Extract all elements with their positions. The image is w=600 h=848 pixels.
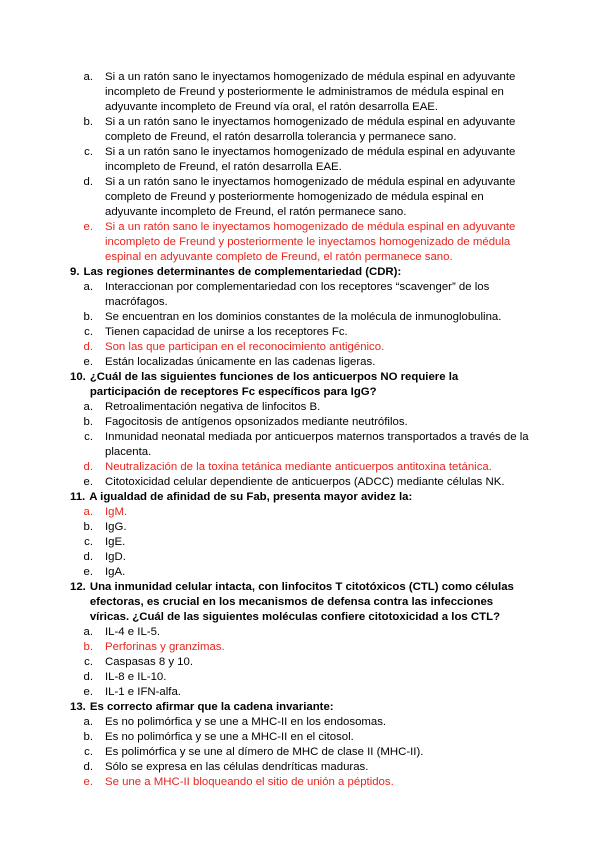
option-letter: a. (83, 401, 93, 413)
answer-option-d-correct (70, 460, 532, 475)
option-text: Están localizadas únicamente en las cadenas ligeras. (105, 356, 376, 368)
question-text: A igualdad de afinidad de su Fab, presenta mayor avidez la: (89, 491, 413, 503)
option-letter: d. (83, 761, 93, 773)
answer-option-b (70, 310, 532, 325)
answer-option-e (70, 565, 532, 580)
question-number: 11. (70, 491, 86, 503)
question-number: 10. (70, 371, 86, 383)
option-text: Neutralización de la toxina tetánica mediante anticuerpos antitoxina tetánica. (105, 461, 492, 473)
option-letter: d. (83, 461, 93, 473)
answer-option-e-correct (70, 220, 532, 265)
option-letter: e. (83, 686, 93, 698)
option-letter: d. (83, 176, 93, 188)
option-text: Se encuentran en los dominios constantes de la molécula de inmunoglobulina. (105, 311, 502, 323)
option-letter: a. (83, 716, 93, 728)
answer-option-a (70, 715, 532, 730)
question-text: Una inmunidad celular intacta, con linfocitos T citotóxicos (CTL) como células efectoras, es crucial en los mecanismos de defensa contra las infecciones víricas. ¿Cuál de las siguientes moléculas confiere citotoxicidad a los CTL? (89, 581, 514, 623)
answer-option-c (70, 145, 532, 175)
question-number: 13. (70, 701, 86, 713)
option-letter: e. (83, 776, 93, 788)
answer-option-c (70, 535, 532, 550)
option-text: Inmunidad neonatal mediada por anticuerpos maternos transportados a través de la placenta. (105, 431, 529, 458)
question-number: 9. (70, 266, 80, 278)
question-text: Es correcto afirmar que la cadena invariante: (89, 701, 334, 713)
question-number: 12. (70, 581, 86, 593)
question-list (70, 70, 532, 790)
question-header (70, 580, 532, 625)
option-letter: c. (84, 431, 93, 443)
answer-option-b (70, 520, 532, 535)
option-letter: e. (83, 566, 93, 578)
option-letter: d. (83, 551, 93, 563)
option-letter: a. (83, 506, 93, 518)
question-continuation (70, 70, 532, 265)
question-11 (70, 490, 532, 580)
option-text: Si a un ratón sano le inyectamos homogenizado de médula espinal en adyuvante incompleto de Freund y posteriormente le inyectamos homogenizado de médula espinal en adyuvante completo de Freund, el ratón permanece sano. (105, 221, 516, 263)
option-letter: d. (83, 671, 93, 683)
option-text: Interaccionan por complementariedad con los receptores “scavenger” de los macrófagos. (105, 281, 490, 308)
option-text: Si a un ratón sano le inyectamos homogenizado de médula espinal en adyuvante incompleto de Freund, el ratón desarrolla EAE. (105, 146, 516, 173)
option-letter: c. (84, 146, 93, 158)
option-text: Son las que participan en el reconocimiento antigénico. (105, 341, 385, 353)
option-text: IgM. (105, 506, 128, 518)
option-letter: b. (83, 311, 93, 323)
answer-option-d (70, 550, 532, 565)
answer-option-a (70, 625, 532, 640)
option-text: Retroalimentación negativa de linfocitos B. (105, 401, 321, 413)
option-letter: c. (84, 746, 93, 758)
option-text: Citotoxicidad celular dependiente de anticuerpos (ADCC) mediante células NK. (105, 476, 505, 488)
question-header (70, 700, 532, 715)
option-letter: a. (83, 626, 93, 638)
option-letter: a. (83, 281, 93, 293)
answer-option-c (70, 655, 532, 670)
option-letter: e. (83, 356, 93, 368)
option-letter: b. (83, 731, 93, 743)
answer-option-b (70, 730, 532, 745)
option-text: Es polimórfica y se une al dímero de MHC de clase II (MHC-II). (105, 746, 424, 758)
option-letter: a. (83, 71, 93, 83)
answer-option-b (70, 415, 532, 430)
question-text: ¿Cuál de las siguientes funciones de los anticuerpos NO requiere la participación de receptores Fc específicos para IgG? (89, 371, 459, 398)
question-text: Las regiones determinantes de complementariedad (CDR): (83, 266, 402, 278)
option-letter: b. (83, 116, 93, 128)
question-12 (70, 580, 532, 700)
option-letter: e. (83, 476, 93, 488)
answer-option-c (70, 745, 532, 760)
option-letter: b. (83, 416, 93, 428)
option-text: Sólo se expresa en las células dendríticas maduras. (105, 761, 369, 773)
answer-option-b (70, 115, 532, 145)
option-text: IgG. (105, 521, 127, 533)
option-letter: e. (83, 221, 93, 233)
answer-option-e (70, 685, 532, 700)
option-text: Si a un ratón sano le inyectamos homogenizado de médula espinal en adyuvante completo de Freund y posteriormente homogenizado de médula espinal en adyuvante incompleto de Freund, el ratón permanece sano. (105, 176, 516, 218)
option-text: IL-4 e IL-5. (105, 626, 161, 638)
option-letter: c. (84, 326, 93, 338)
question-header (70, 265, 532, 280)
option-text: Se une a MHC-II bloqueando el sitio de unión a péptidos. (105, 776, 394, 788)
question-10 (70, 370, 532, 490)
option-text: Es no polimórfica y se une a MHC-II en los endosomas. (105, 716, 387, 728)
answer-option-a (70, 70, 532, 115)
answer-option-d-correct (70, 340, 532, 355)
option-text: Caspasas 8 y 10. (105, 656, 194, 668)
answer-option-d (70, 670, 532, 685)
option-text: IgD. (105, 551, 126, 563)
option-text: Si a un ratón sano le inyectamos homogenizado de médula espinal en adyuvante incompleto de Freund y posteriormente le administramos de médula espinal en adyuvante incompleto de Freund vía oral, el ratón desarrolla EAE. (105, 71, 516, 113)
question-header (70, 490, 532, 505)
answer-option-a (70, 400, 532, 415)
answer-option-c (70, 325, 532, 340)
option-text: IgE. (105, 536, 126, 548)
option-text: IgA. (105, 566, 126, 578)
option-text: Perforinas y granzimas. (105, 641, 225, 653)
answer-option-a-correct (70, 505, 532, 520)
question-9 (70, 265, 532, 370)
option-text: IL-1 e IFN-alfa. (105, 686, 181, 698)
answer-option-d (70, 175, 532, 220)
answer-option-a (70, 280, 532, 310)
question-header (70, 370, 532, 400)
answer-option-e (70, 475, 532, 490)
answer-option-e-correct (70, 775, 532, 790)
option-letter: c. (84, 536, 93, 548)
answer-option-b-correct (70, 640, 532, 655)
option-text: Tienen capacidad de unirse a los receptores Fc. (105, 326, 348, 338)
option-text: Es no polimórfica y se une a MHC-II en el citosol. (105, 731, 354, 743)
answer-option-c (70, 430, 532, 460)
option-letter: c. (84, 656, 93, 668)
option-letter: b. (83, 641, 93, 653)
option-text: IL-8 e IL-10. (105, 671, 167, 683)
answer-option-d (70, 760, 532, 775)
question-13 (70, 700, 532, 790)
option-text: Si a un ratón sano le inyectamos homogenizado de médula espinal en adyuvante completo de Freund, el ratón desarrolla tolerancia y permanece sano. (105, 116, 516, 143)
option-letter: b. (83, 521, 93, 533)
option-text: Fagocitosis de antígenos opsonizados mediante neutrófilos. (105, 416, 408, 428)
answer-option-e (70, 355, 532, 370)
option-letter: d. (83, 341, 93, 353)
